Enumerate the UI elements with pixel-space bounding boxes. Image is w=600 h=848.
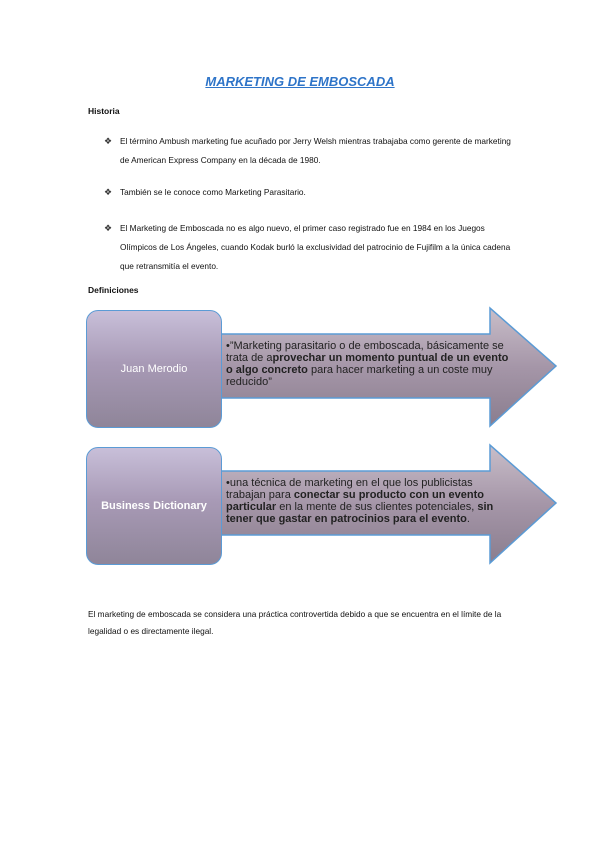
diamond-bullet-icon: ❖ <box>104 187 113 197</box>
page-title: MARKETING DE EMBOSCADA <box>205 74 395 89</box>
definition-text-part: en la mente de sus clientes potenciales, <box>276 501 478 513</box>
definition-text-part: . <box>466 513 470 525</box>
history-bullet-3 <box>104 219 514 276</box>
bullet-text: También se le conoce como Marketing Parasitario. <box>120 187 306 197</box>
history-bullet-1 <box>104 132 514 170</box>
definition-diagram-1 <box>86 298 560 426</box>
definitions-heading: Definiciones <box>88 285 139 295</box>
author-box: Business Dictionary <box>86 447 222 565</box>
definition-text-part: para hacer marketing a un coste muy reducido” <box>226 364 493 388</box>
diamond-bullet-icon: ❖ <box>104 223 113 233</box>
bullet-text: El Marketing de Emboscada no es algo nuevo, el primer caso registrado fue en 1984 en los Juegos Olímpicos de Los Ángeles, cuando Kodak burló la exclusividad del patrocinio de Fujifilm a la única cadena que retransmitía el evento. <box>120 223 511 271</box>
definition-text-part: conectar su producto con un evento particular <box>226 489 484 513</box>
diamond-bullet-icon: ❖ <box>104 136 113 146</box>
definition-text-part: provechar un momento puntual de un evento o algo concreto <box>226 352 509 376</box>
history-heading: Historia <box>88 106 120 116</box>
definition-text <box>226 340 516 388</box>
bullet-text: El término Ambush marketing fue acuñado por Jerry Welsh mientras trabajaba como gerente de marketing de American Express Company en la década de 1980. <box>120 136 511 165</box>
definition-diagram-2 <box>86 435 560 563</box>
definition-text <box>226 477 511 525</box>
definition-text-part: •una técnica de marketing en el que los publicistas trabajan para <box>226 477 473 501</box>
conclusion-paragraph: El marketing de emboscada se considera una práctica controvertida debido a que se encuentra en el límite de la legalidad o es directamente ilegal. <box>88 609 502 636</box>
author-box: Juan Merodio <box>86 310 222 428</box>
history-bullet-2 <box>104 183 514 202</box>
definition-text-part: •”Marketing parasitario o de emboscada, básicamente se trata de a <box>226 340 504 364</box>
definition-text-part: sin tener que gastar en patrocinios para el evento <box>226 501 494 525</box>
